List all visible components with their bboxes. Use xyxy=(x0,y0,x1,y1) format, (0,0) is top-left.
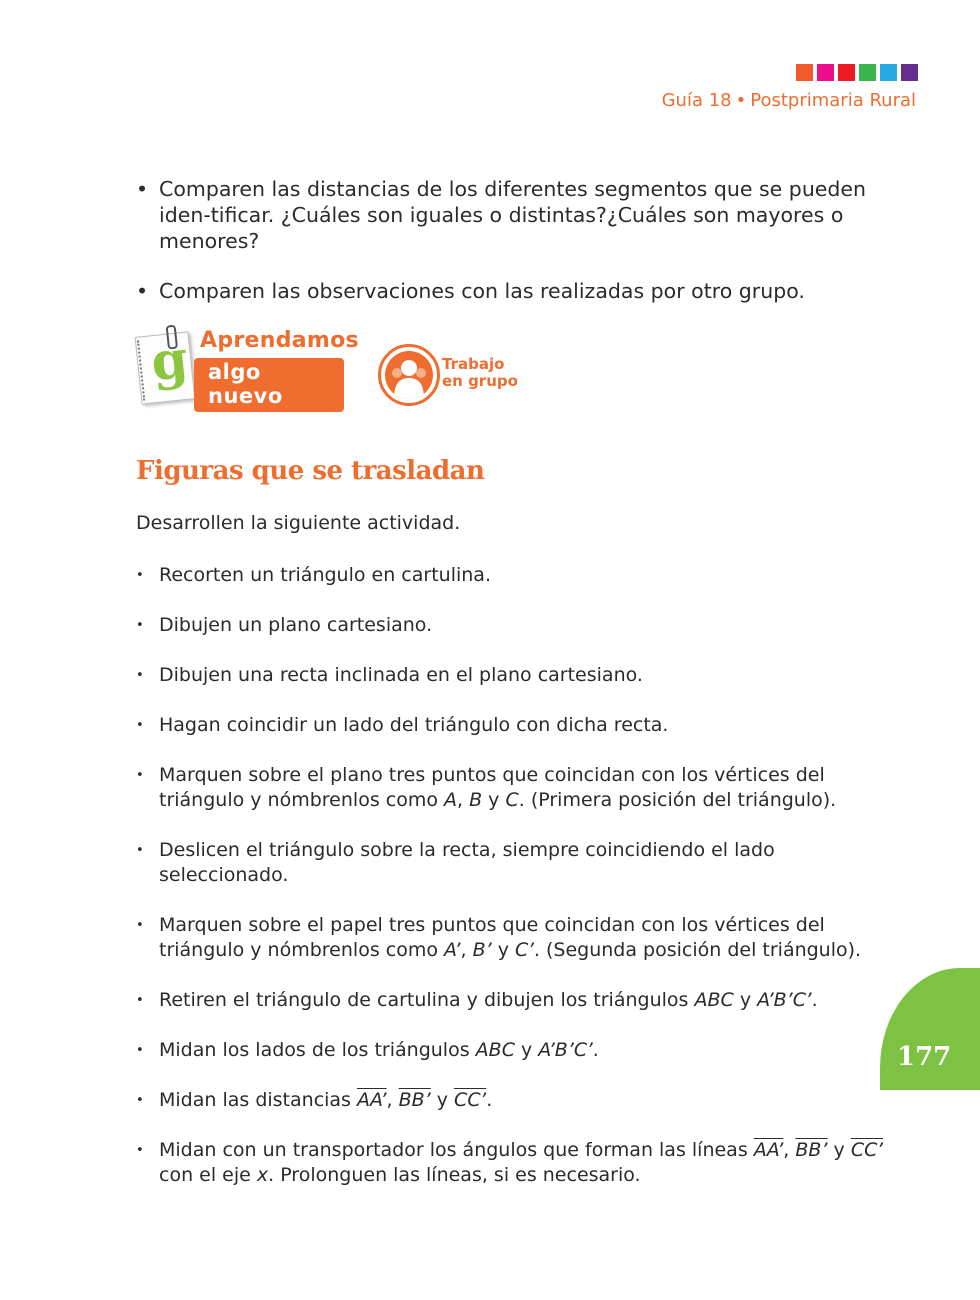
step-text: y xyxy=(430,1089,455,1111)
aprendamos-title: Aprendamos xyxy=(200,328,359,353)
color-square xyxy=(838,64,855,81)
step-text: con el eje xyxy=(159,1164,257,1186)
color-square xyxy=(880,64,897,81)
point-label: C xyxy=(505,789,519,811)
instruction-text: Desarrollen la siguiente actividad. xyxy=(136,512,461,534)
segment-label: AA’ xyxy=(753,1139,784,1161)
intro-list xyxy=(136,176,886,328)
step-text: . xyxy=(811,989,818,1011)
trabajo-line2: en grupo xyxy=(442,372,518,390)
list-item: • Comparen las distancias de los diferentes segmentos que se pueden iden-tificar. ¿Cuáles son iguales o distintas?¿Cuáles son mayores o menores? xyxy=(136,176,886,254)
list-item: • Comparen las observaciones con las realizadas por otro grupo. xyxy=(136,278,886,304)
axis-label: x xyxy=(256,1164,269,1186)
segment-label: BB’ xyxy=(795,1139,828,1161)
aprendamos-badge xyxy=(134,326,359,408)
group-icon-fill xyxy=(385,351,433,399)
step-text: , xyxy=(460,939,473,961)
point-label: A xyxy=(444,789,457,811)
color-square xyxy=(796,64,813,81)
point-label: B’ xyxy=(472,939,492,961)
step-text: , xyxy=(386,1089,399,1111)
header-separator: • xyxy=(735,90,747,111)
page-number: 177 xyxy=(897,1042,952,1072)
person-silhouette-icon xyxy=(385,351,433,399)
step-text: y xyxy=(482,789,506,811)
list-item xyxy=(136,988,896,1013)
header-color-squares xyxy=(796,64,918,81)
aprendamos-subtitle: algo nuevo xyxy=(194,358,344,412)
paperclip-icon xyxy=(166,325,178,350)
list-item xyxy=(136,1138,896,1188)
list-item xyxy=(136,1088,896,1113)
point-label: B xyxy=(469,789,483,811)
triangle-label: ABC xyxy=(694,989,734,1011)
triangle-label: ABC xyxy=(475,1039,515,1061)
step-text: , xyxy=(457,789,470,811)
color-square xyxy=(859,64,876,81)
point-label: A’ xyxy=(444,939,461,961)
guide-label: Guía 18 xyxy=(661,90,732,111)
running-header xyxy=(662,90,916,111)
list-item: • Dibujen una recta inclinada en el plano cartesiano. xyxy=(136,663,896,688)
program-label: Postprimaria Rural xyxy=(750,90,916,111)
step-text: . Prolonguen las líneas, si es necesario. xyxy=(268,1164,641,1186)
trabajo-line1: Trabajo xyxy=(442,355,505,373)
segment-label: CC’ xyxy=(454,1089,487,1111)
segment-label: BB’ xyxy=(398,1089,431,1111)
step-text: Midan con un transportador los ángulos que forman las líneas xyxy=(159,1139,754,1161)
list-item: • Hagan coincidir un lado del triángulo con dicha recta. xyxy=(136,713,896,738)
list-item: • Deslicen el triángulo sobre la recta, siempre coincidiendo el lado seleccionado. xyxy=(136,838,896,888)
trabajo-grupo-badge xyxy=(378,344,538,408)
activity-steps-list xyxy=(136,563,896,1213)
group-people-icon xyxy=(378,344,440,406)
step-text: y xyxy=(733,989,758,1011)
letter-g-glyph: g xyxy=(148,328,191,394)
step-text: y xyxy=(491,939,516,961)
step-text: Marquen sobre el plano tres puntos que coincidan con los vértices del triángulo y nómbrenlos como xyxy=(159,764,825,811)
trabajo-label xyxy=(442,356,518,390)
triangle-label: A’B’C’ xyxy=(757,989,812,1011)
step-text: Midan los lados de los triángulos xyxy=(159,1039,476,1061)
point-label: C’ xyxy=(515,939,534,961)
list-item xyxy=(136,1038,896,1063)
color-square xyxy=(817,64,834,81)
step-text: y xyxy=(827,1139,851,1161)
list-item xyxy=(136,763,896,813)
step-text: y xyxy=(514,1039,539,1061)
segment-label: CC’ xyxy=(850,1139,883,1161)
step-text: Retiren el triángulo de cartulina y dibujen los triángulos xyxy=(159,989,695,1011)
step-text: Midan las distancias xyxy=(159,1089,357,1111)
triangle-label: A’B’C’ xyxy=(538,1039,593,1061)
list-item: • Recorten un triángulo en cartulina. xyxy=(136,563,896,588)
section-title: Figuras que se trasladan xyxy=(136,456,485,486)
step-text: . xyxy=(592,1039,599,1061)
list-item: • Dibujen un plano cartesiano. xyxy=(136,613,896,638)
step-text: Marquen sobre el papel tres puntos que coincidan con los vértices del triángulo y nómbrenlos como xyxy=(159,914,825,961)
segment-label: AA’ xyxy=(357,1089,387,1111)
step-text: . (Primera posición del triángulo). xyxy=(518,789,837,811)
step-text: , xyxy=(783,1139,796,1161)
notebook-g-icon xyxy=(135,328,196,404)
step-text: . xyxy=(486,1089,493,1111)
list-item xyxy=(136,913,896,963)
step-text: . (Segunda posición del triángulo). xyxy=(533,939,862,961)
color-square xyxy=(901,64,918,81)
